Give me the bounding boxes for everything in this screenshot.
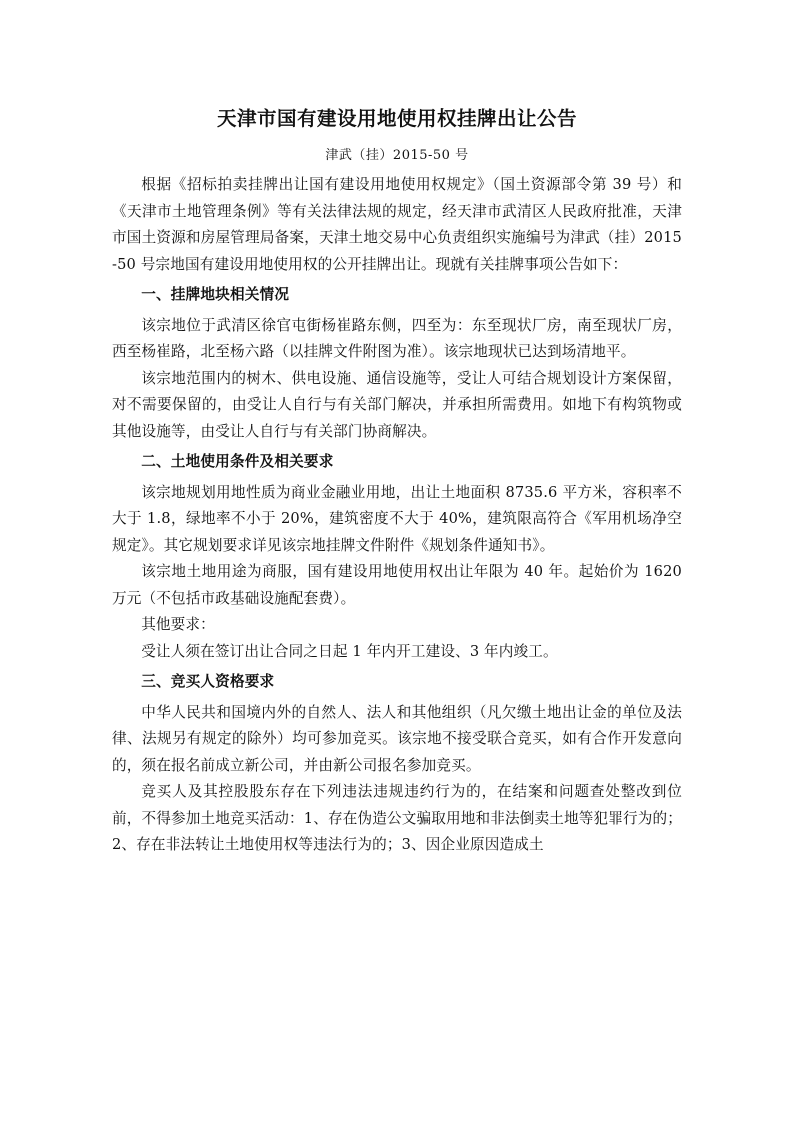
section-1-paragraph-2: 该宗地范围内的树木、供电设施、通信设施等，受让人可结合规划设计方案保留，对不需要保留的，由受让人自行与有关部门解决，并承担所需费用。如地下有构筑物或其他设施等，由受让人自行与有关部门协商解决。 bbox=[112, 369, 682, 440]
section-2-paragraph-1: 该宗地规划用地性质为商业金融业用地，出让土地面积 8735.6 平方米，容积率不大于 1.8，绿地率不小于 20%，建筑密度不大于 40%，建筑限高符合《军用机场净空规定》。其它规划要求详见该宗地挂牌文件附件《规划条件通知书》。 bbox=[112, 483, 682, 554]
section-3-paragraph-1: 中华人民共和国境内外的自然人、法人和其他组织（凡欠缴土地出让金的单位及法律、法规另有规定的除外）均可参加竞买。该宗地不接受联合竞买，如有合作开发意向的，须在报名前成立新公司，并由新公司报名参加竞买。 bbox=[112, 703, 682, 774]
section-2-paragraph-3: 其他要求： bbox=[141, 616, 215, 633]
section-2-paragraph-4: 受让人须在签订出让合同之日起 1 年内开工建设、3 年内竣工。 bbox=[141, 642, 558, 660]
document-title: 天津市国有建设用地使用权挂牌出让公告 bbox=[216, 107, 577, 130]
document-number: 津武（挂）2015-50 号 bbox=[325, 148, 469, 163]
intro-paragraph: 根据《招标拍卖挂牌出让国有建设用地使用权规定》（国土资源部令第 39 号）和《天津市土地管理条例》等有关法律法规的规定，经天津市武清区人民政府批准，天津市国土资源和房屋管理局备案，天津土地交易中心负责组织实施编号为津武（挂）2015-50 号宗地国有建设用地使用权的公开挂牌出让。现就有关挂牌事项公告如下： bbox=[112, 176, 682, 273]
section-3-paragraph-2: 竞买人及其控股股东存在下列违法违规违约行为的，在结案和问题查处整改到位前，不得参加土地竞买活动：1、存在伪造公文骗取用地和非法倒卖土地等犯罪行为的；2、存在非法转让土地使用权等违法行为的；3、因企业原因造成土 bbox=[112, 783, 682, 853]
section-1-paragraph-1: 该宗地位于武清区徐官屯街杨崔路东侧，四至为：东至现状厂房，南至现状厂房，西至杨崔路，北至杨六路（以挂牌文件附图为准）。该宗地现状已达到场清地平。 bbox=[112, 316, 682, 360]
section-2-paragraph-2: 该宗地土地用途为商服，国有建设用地使用权出让年限为 40 年。起始价为 1620 万元（不包括市政基础设施配套费）。 bbox=[112, 563, 682, 607]
section-heading-3: 三、竞买人资格要求 bbox=[141, 673, 275, 690]
section-heading-1: 一、挂牌地块相关情况 bbox=[141, 286, 290, 303]
section-heading-2: 二、土地使用条件及相关要求 bbox=[141, 453, 334, 470]
